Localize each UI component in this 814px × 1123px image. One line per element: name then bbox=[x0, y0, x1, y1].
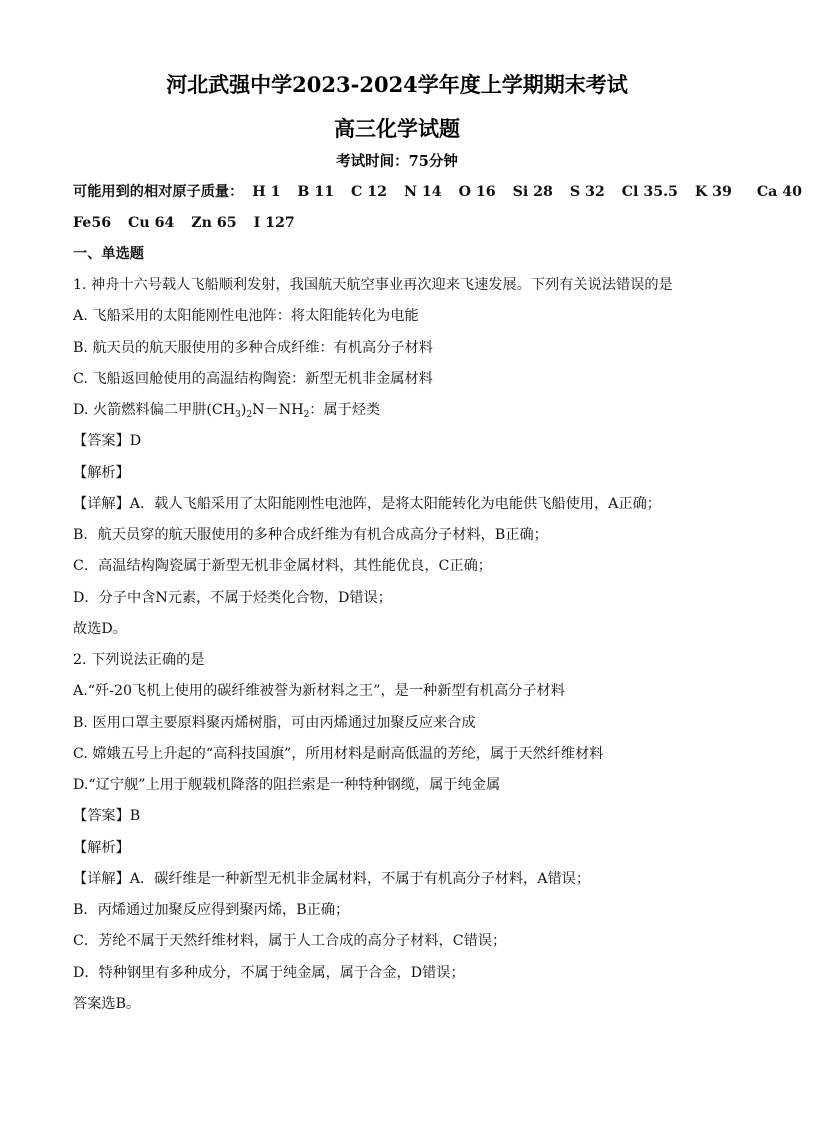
question-1-explanation-c: C．高温结构陶瓷属于新型无机非金属材料，其性能优良，C正确； bbox=[73, 558, 492, 574]
atomic-mass-item: H 1 bbox=[252, 184, 281, 200]
exam-subtitle: 高三化学试题 bbox=[334, 116, 460, 141]
question-1-analysis-label: 【解析】 bbox=[73, 465, 130, 481]
question-2-option-a: A.“歼-20飞机上使用的碳纤维被誉为新材料之王”，是一种新型有机高分子材料 bbox=[73, 683, 565, 699]
option-d-text: D. 火箭燃料偏二甲肼(CH bbox=[73, 402, 236, 418]
atomic-mass-item: S 32 bbox=[569, 184, 605, 200]
question-2-conclusion: 答案选B。 bbox=[73, 996, 141, 1012]
question-1-explanation-a: 【详解】A．载人飞船采用了太阳能刚性电池阵，是将太阳能转化为电能供飞船使用，A正确； bbox=[73, 496, 661, 512]
question-2-explanation-a: 【详解】A．碳纤维是一种新型无机非金属材料，不属于有机高分子材料，A错误； bbox=[73, 871, 591, 887]
question-1-option-c: C. 飞船返回舱使用的高温结构陶瓷：新型无机非金属材料 bbox=[73, 371, 433, 387]
option-d-text: ) bbox=[240, 402, 247, 418]
question-2-answer: 【答案】B bbox=[73, 808, 141, 824]
subscript: 2 bbox=[303, 410, 310, 420]
question-1-explanation-d: D．分子中含N元素，不属于烃类化合物，D错误； bbox=[73, 590, 392, 606]
option-d-text: N－NH bbox=[252, 402, 304, 418]
exam-title: 河北武强中学2023-2024学年度上学期期末考试 bbox=[166, 72, 628, 97]
question-1-option-d bbox=[73, 400, 380, 425]
atomic-mass-label: 可能用到的相对原子质量： bbox=[73, 184, 244, 200]
question-2-stem: 2. 下列说法正确的是 bbox=[73, 652, 205, 668]
subscript: 3 bbox=[235, 410, 241, 420]
question-2-analysis-label: 【解析】 bbox=[73, 840, 130, 856]
atomic-mass-item: Si 28 bbox=[512, 184, 553, 200]
question-1-option-b: B. 航天员的航天服使用的多种合成纤维：有机高分子材料 bbox=[73, 340, 433, 356]
question-2-explanation-b: B．丙烯通过加聚反应得到聚丙烯，B正确； bbox=[73, 902, 350, 918]
option-d-text: ：属于烃类 bbox=[309, 402, 381, 418]
atomic-mass-item: Cl 35.5 bbox=[621, 184, 678, 200]
atomic-mass-item: O 16 bbox=[458, 184, 496, 200]
question-2-option-c: C. 嫦娥五号上升起的“高科技国旗”，所用材料是耐高低温的芳纶，属于天然纤维材料 bbox=[73, 746, 604, 762]
question-2-option-b: B. 医用口罩主要原料聚丙烯树脂，可由丙烯通过加聚反应来合成 bbox=[73, 715, 476, 731]
question-1-explanation-b: B．航天员穿的航天服使用的多种合成纤维为有机合成高分子材料，B正确； bbox=[73, 527, 548, 543]
atomic-mass-line-1 bbox=[73, 182, 814, 202]
atomic-mass-item: C 12 bbox=[351, 184, 388, 200]
atomic-mass-item: Ca 40 bbox=[756, 184, 803, 200]
exam-time: 考试时间：75分钟 bbox=[336, 153, 458, 170]
atomic-mass-item: Fe56 bbox=[73, 215, 112, 231]
question-1-conclusion: 故选D。 bbox=[73, 621, 127, 637]
atomic-mass-item: Zn 65 bbox=[191, 215, 237, 231]
atomic-mass-item: Cu 64 bbox=[128, 215, 175, 231]
question-1-option-a: A. 飞船采用的太阳能刚性电池阵：将太阳能转化为电能 bbox=[73, 308, 419, 324]
question-2-explanation-d: D．特种钢里有多种成分，不属于纯金属，属于合金，D错误； bbox=[73, 965, 465, 981]
question-1-stem: 1. 神舟十六号载人飞船顺利发射，我国航天航空事业再次迎来飞速发展。下列有关说法错误的是 bbox=[73, 277, 673, 293]
atomic-mass-item: K 39 bbox=[694, 184, 732, 200]
subscript: 2 bbox=[246, 410, 253, 420]
section-heading: 一、单选题 bbox=[73, 246, 144, 262]
question-1-answer: 【答案】D bbox=[73, 433, 142, 449]
atomic-mass-item: I 127 bbox=[253, 215, 295, 231]
atomic-mass-item: B 11 bbox=[297, 184, 335, 200]
question-2-explanation-c: C．芳纶不属于天然纤维材料，属于人工合成的高分子材料，C错误； bbox=[73, 933, 507, 949]
question-2-option-d: D.“辽宁舰”上用于舰载机降落的阻拦索是一种特种钢缆，属于纯金属 bbox=[73, 777, 501, 793]
atomic-mass-line-2 bbox=[73, 213, 307, 233]
atomic-mass-item: N 14 bbox=[403, 184, 442, 200]
